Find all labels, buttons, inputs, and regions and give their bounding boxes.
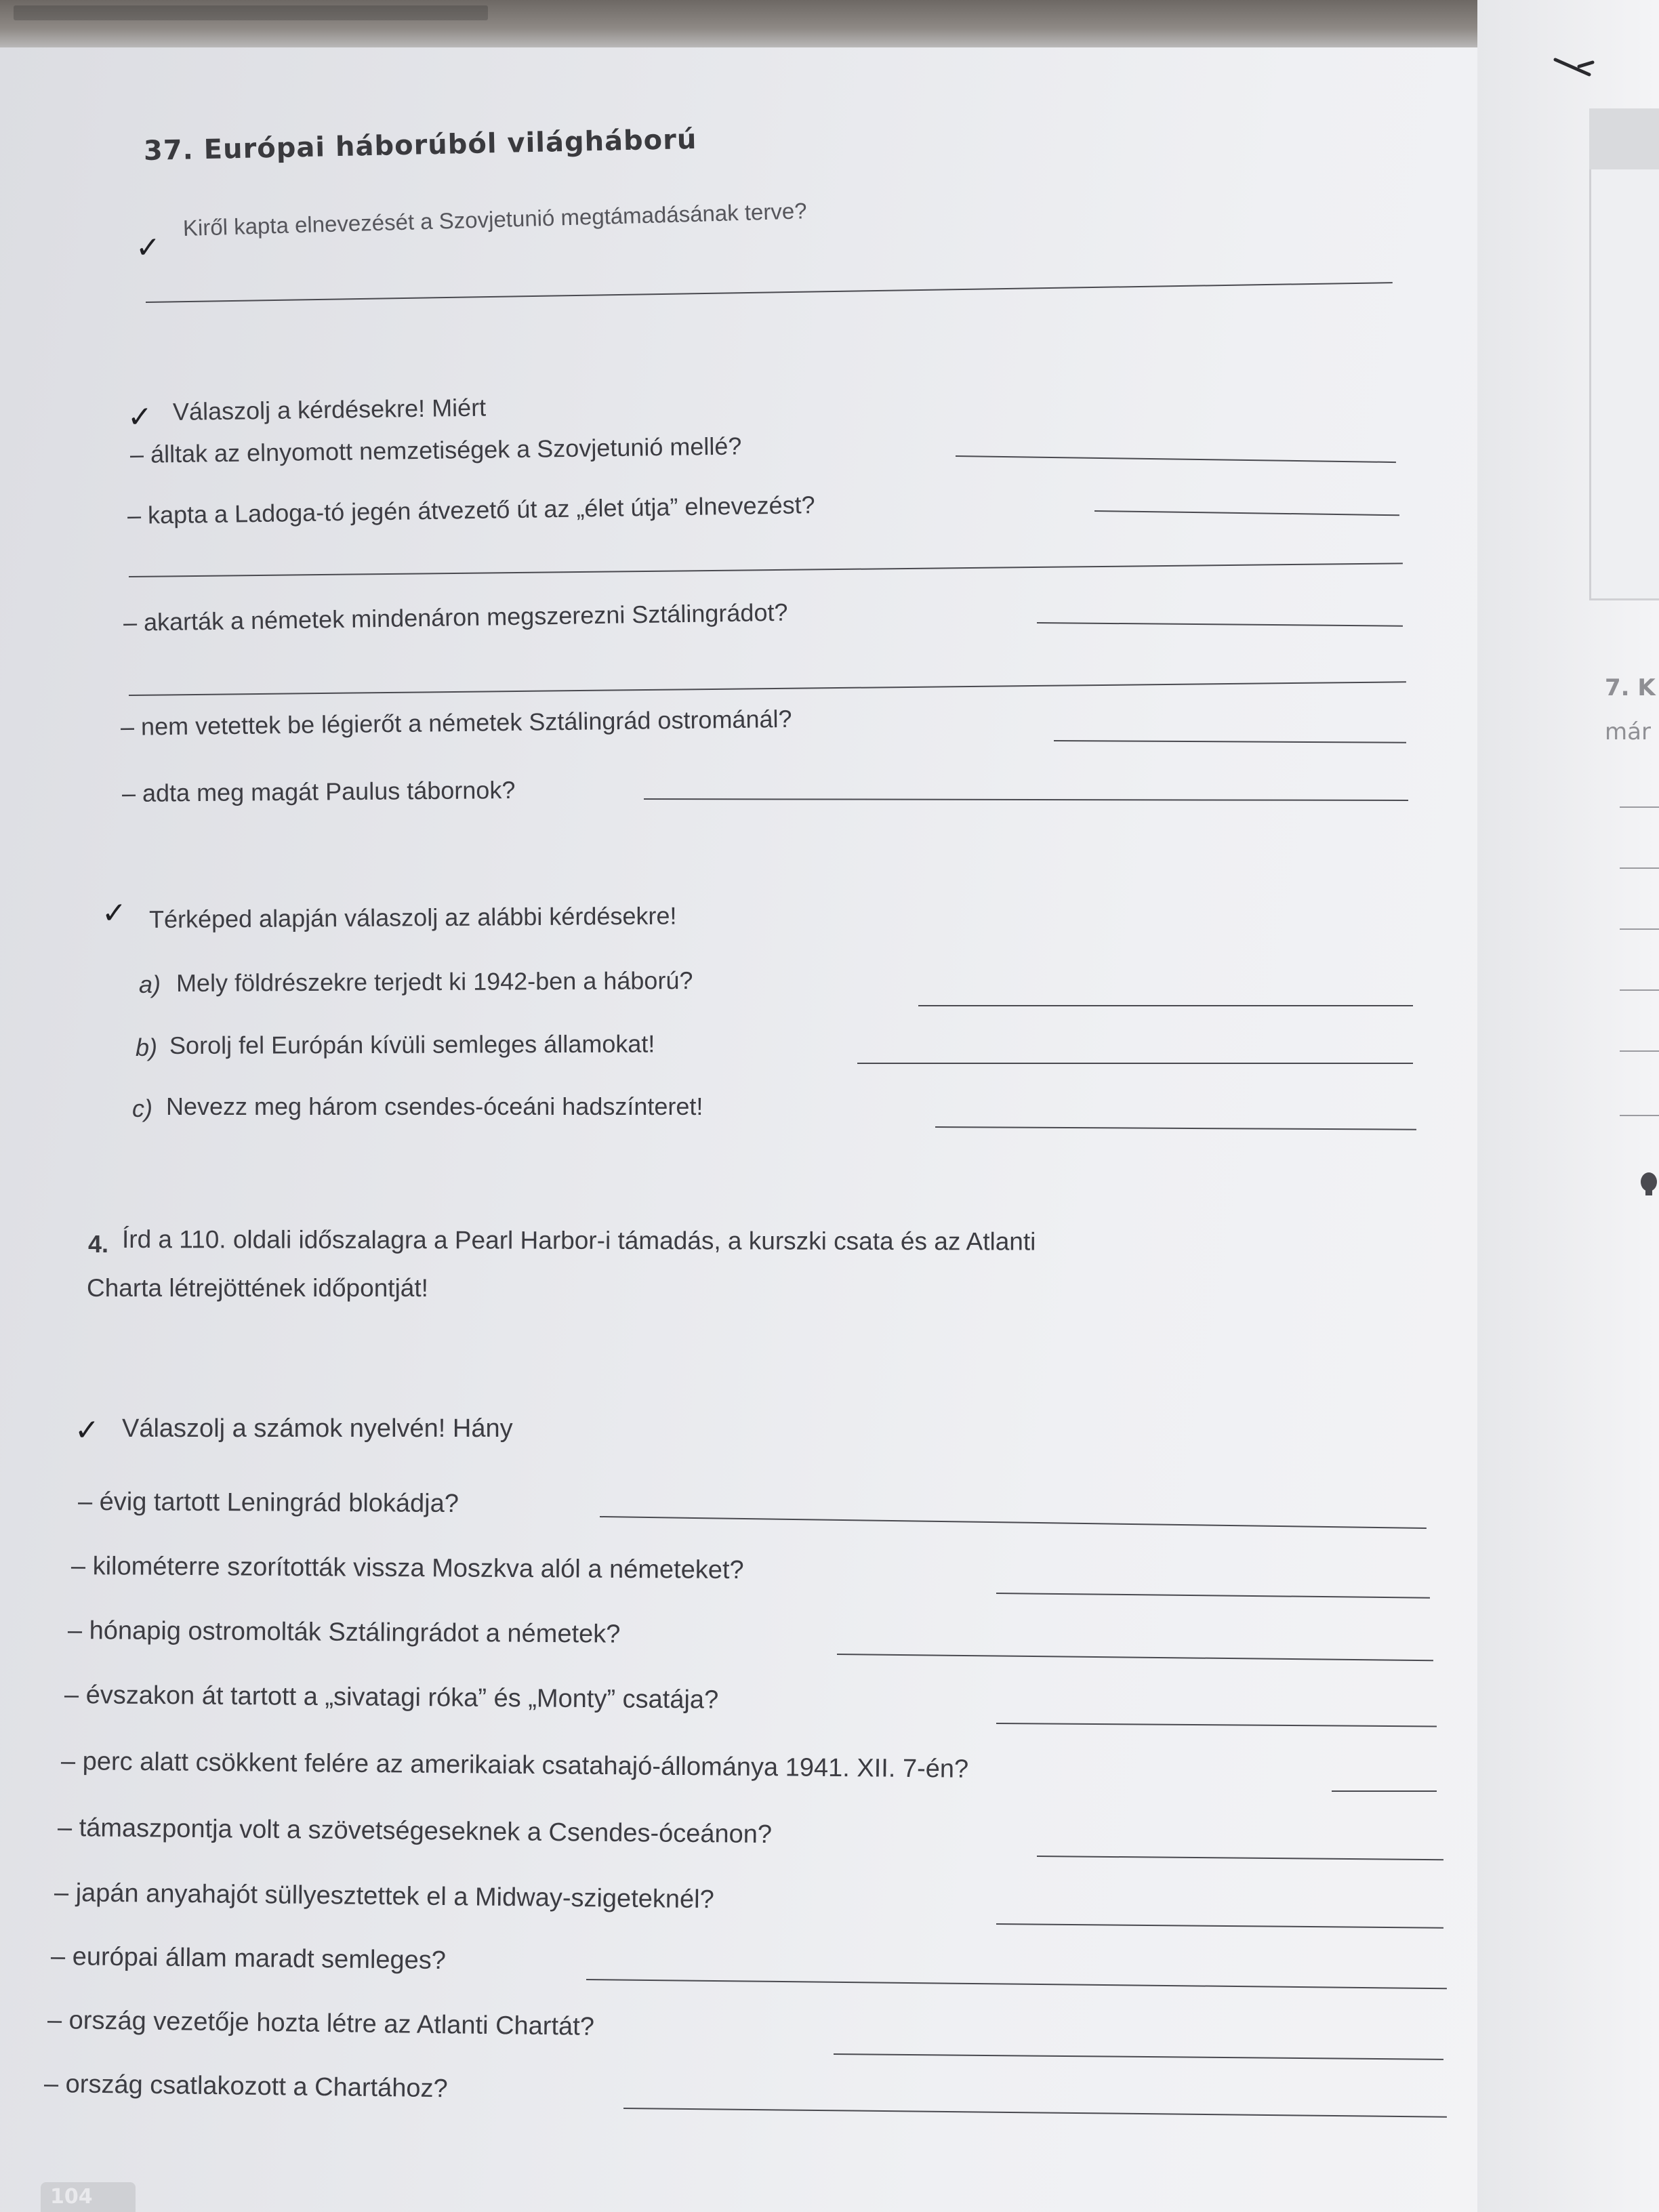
q5-item: – évszakon át tartott a „sivatagi róka” és „Monty” csatája?	[64, 1681, 719, 1715]
facing-page-box	[1589, 108, 1659, 600]
facing-answer-line	[1620, 1050, 1659, 1052]
q3-item: Mely földrészekre terjedt ki 1942-ben a háború?	[176, 966, 693, 997]
q3-item-label: a)	[139, 970, 161, 998]
facing-answer-line	[1620, 867, 1659, 869]
q2-item: – álltak az elnyomott nemzetiségek a Szovjetunió mellé?	[129, 432, 742, 468]
q3-item: Nevezz meg három csendes-óceáni hadszínteret!	[166, 1092, 703, 1120]
q5-item: – ország vezetője hozta létre az Atlanti Chartát?	[47, 2006, 595, 2041]
q5-item: – évig tartott Leningrád blokádja?	[77, 1488, 459, 1518]
q2-item: – nem vetettek be légierőt a németek Sztálingrád ostrománál?	[120, 704, 792, 741]
facing-q7-fragment: már	[1605, 718, 1651, 745]
q1-text: Kiről kapta elnevezését a Szovjetunió megtámadásának terve?	[182, 198, 808, 241]
facing-q7-number: 7. K	[1605, 674, 1656, 701]
q4-line2: Charta létrejöttének időpontját!	[87, 1274, 428, 1302]
bulb-icon	[1639, 1171, 1659, 1198]
facing-answer-line	[1620, 806, 1659, 808]
facing-answer-line	[1620, 1115, 1659, 1116]
q5-item: – perc alatt csökkent felére az amerikaiak csatahajó-állománya 1941. XII. 7-én?	[60, 1747, 969, 1784]
pen-mark-icon	[1552, 54, 1599, 81]
q2-item: – adta meg magát Paulus tábornok?	[121, 775, 516, 807]
page-number: 104	[50, 2185, 93, 2209]
q5-item: – európai állam maradt semleges?	[50, 1942, 447, 1975]
check-mark-icon: ✓	[127, 400, 152, 434]
check-mark-icon: ✓	[136, 230, 161, 265]
q3-intro: Térképed alapján válaszolj az alábbi kérdésekre!	[148, 901, 677, 933]
q5-item: – támaszpontja volt a szövetségeseknek a Csendes-óceánon?	[57, 1814, 773, 1849]
q3-answer-line[interactable]	[857, 1063, 1413, 1064]
page-number-tab	[41, 2182, 136, 2212]
q4-number: 4.	[88, 1230, 109, 1258]
q2-item: – akarták a németek mindenáron megszerezni Sztálingrádot?	[123, 598, 788, 636]
q3-answer-line[interactable]	[918, 1005, 1413, 1006]
q5-intro: Válaszolj a számok nyelvén! Hány	[122, 1414, 513, 1443]
facing-page-box-header	[1589, 108, 1659, 169]
q5-item: – japán anyahajót süllyesztettek el a Midway-szigeteknél?	[54, 1879, 714, 1914]
q4-line1: Írd a 110. oldali időszalagra a Pearl Harbor-i támadás, a kurszki csata és az Atlanti	[121, 1225, 1036, 1256]
facing-answer-line	[1620, 989, 1659, 991]
q5-item: – kilométerre szorították vissza Moszkva alól a németeket?	[70, 1552, 744, 1585]
q3-item: Sorolj fel Európán kívüli semleges államokat!	[169, 1029, 655, 1059]
q3-item-label: c)	[132, 1094, 152, 1122]
q5-item: – hónapig ostromolták Sztálingrádot a németek?	[67, 1616, 621, 1649]
q5-item: – ország csatlakozott a Chartához?	[43, 2070, 448, 2104]
q5-answer-line[interactable]	[1332, 1790, 1437, 1792]
check-mark-icon: ✓	[75, 1413, 100, 1448]
q2-item: – kapta a Ladoga-tó jegén átvezető út az „élet útja” elnevezést?	[127, 491, 815, 529]
page-top-edge	[0, 0, 1477, 47]
facing-answer-line	[1620, 928, 1659, 930]
faded-header-text	[14, 5, 488, 20]
check-mark-icon: ✓	[102, 896, 127, 930]
lesson-title: 37. Európai háborúból világháború	[143, 123, 697, 167]
q3-item-label: b)	[136, 1033, 158, 1061]
q2-intro: Válaszolj a kérdésekre! Miért	[172, 393, 487, 426]
